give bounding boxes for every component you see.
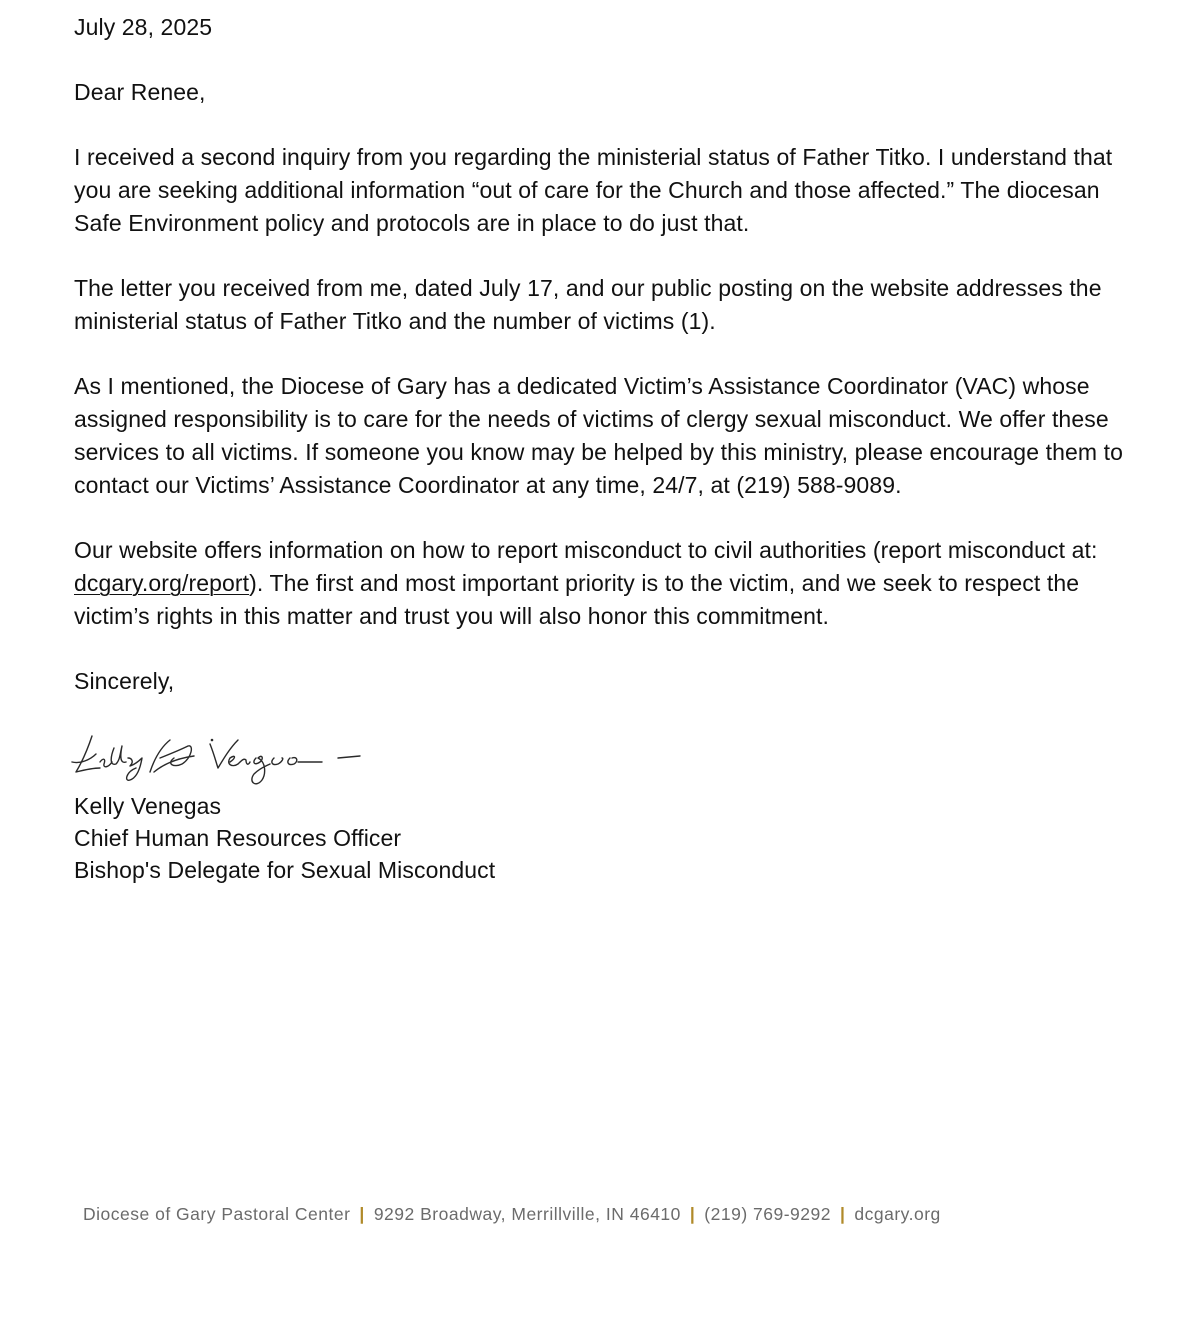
- paragraph-3: As I mentioned, the Diocese of Gary has a dedicated Victim’s Assistance Coordinator (VAC) whose assigned responsibility is to care for the needs of victims of clergy sexual misconduct. We offer these services to all victims. If someone you know may be helped by this ministry, please encourage them to contact our Victims’ Assistance Coordinator at any time, 24/7, at (219) 588-9089.: [74, 373, 1123, 498]
- paragraph-4-text-after: ). The first and most important priority is to the victim, and we seek to respect the victim’s rights in this matter and trust you will also honor this commitment.: [74, 570, 1080, 629]
- footer-phone: (219) 769-9292: [704, 1204, 831, 1224]
- signature-block: [74, 790, 1134, 886]
- footer-website: dcgary.org: [854, 1204, 941, 1224]
- footer-separator: |: [839, 1204, 846, 1224]
- salutation: Dear Renee,: [74, 79, 206, 105]
- footer-org: Diocese of Gary Pastoral Center: [83, 1204, 351, 1224]
- footer-separator: |: [689, 1204, 696, 1224]
- footer-separator: |: [359, 1204, 365, 1224]
- handwritten-signature: [70, 718, 370, 788]
- letter-body: [74, 11, 1134, 886]
- paragraph-2: The letter you received from me, dated July 17, and our public posting on the website addresses the ministerial status of Father Titko and the number of victims (1).: [74, 275, 1102, 334]
- signer-title-1: Chief Human Resources Officer: [74, 825, 402, 851]
- report-link[interactable]: dcgary.org/report: [74, 570, 250, 596]
- paragraph-1: I received a second inquiry from you regarding the ministerial status of Father Titko. I understand that you are seeking additional information “out of care for the Church and those affected.” The diocesan Safe Environment policy and protocols are in place to do just that.: [74, 144, 1113, 236]
- closing: Sincerely,: [74, 668, 175, 694]
- footer-address: 9292 Broadway, Merrillville, IN 46410: [373, 1204, 681, 1224]
- signer-title-2: Bishop's Delegate for Sexual Misconduct: [74, 857, 496, 883]
- signer-name: Kelly Venegas: [74, 793, 222, 819]
- letterhead-footer: [83, 1204, 1123, 1225]
- paragraph-4-text-before: Our website offers information on how to report misconduct to civil authorities (report misconduct at:: [74, 537, 1098, 563]
- paragraph-4: [74, 534, 1134, 633]
- letter-date: July 28, 2025: [74, 14, 213, 40]
